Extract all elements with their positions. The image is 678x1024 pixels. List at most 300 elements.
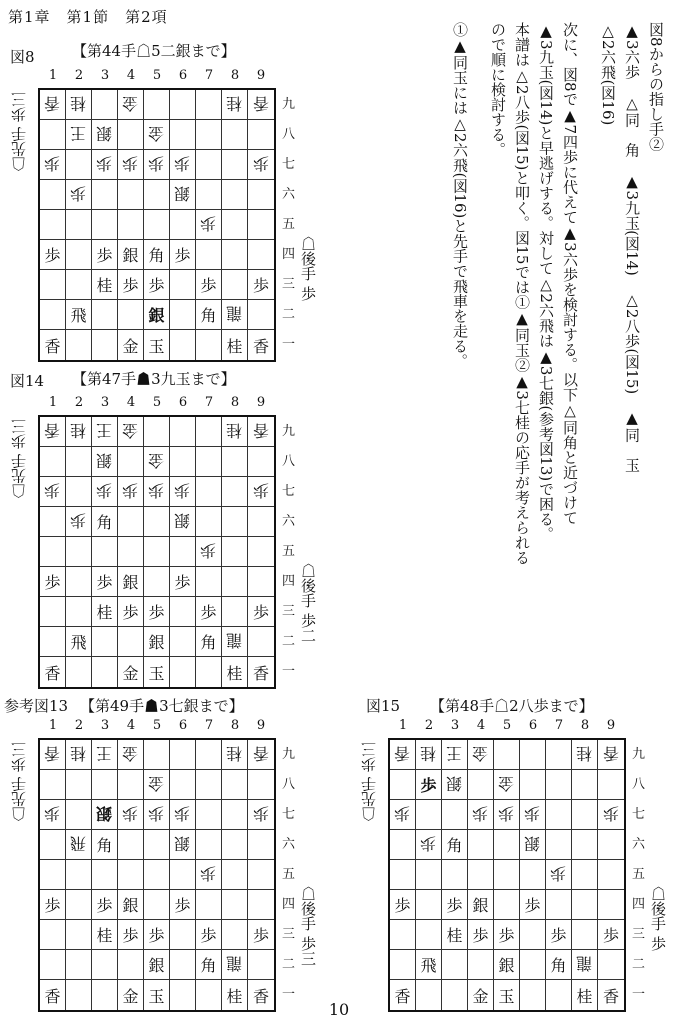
board-square bbox=[40, 950, 66, 980]
board-square bbox=[92, 150, 118, 180]
shogi-piece: 歩 bbox=[394, 804, 411, 823]
board-square bbox=[66, 770, 92, 800]
shogi-piece: 王 bbox=[70, 124, 87, 143]
row-number: 八 bbox=[282, 454, 296, 469]
board-square bbox=[170, 240, 196, 270]
shogi-piece: 香 bbox=[44, 421, 61, 440]
shogi-piece: 香 bbox=[252, 421, 269, 440]
shogi-piece: 龍 bbox=[226, 954, 243, 973]
board-square bbox=[118, 477, 144, 507]
board-square bbox=[118, 507, 144, 537]
board-square bbox=[222, 120, 248, 150]
board-square bbox=[222, 890, 248, 920]
shogi-piece: 銀 bbox=[148, 956, 165, 975]
board-square bbox=[118, 270, 144, 300]
column-number: 8 bbox=[230, 395, 240, 410]
column-number: 1 bbox=[48, 395, 58, 410]
row-number: 四 bbox=[282, 897, 296, 912]
board-square bbox=[40, 627, 66, 657]
board-square bbox=[118, 567, 144, 597]
board-square bbox=[92, 120, 118, 150]
board-square bbox=[196, 180, 222, 210]
row-numbers bbox=[282, 417, 295, 687]
board-square bbox=[248, 920, 274, 950]
board-square bbox=[248, 150, 274, 180]
diagram-label: 参考図13 bbox=[4, 697, 69, 715]
board-square bbox=[196, 800, 222, 830]
board-square bbox=[144, 210, 170, 240]
board-square bbox=[118, 627, 144, 657]
board-square bbox=[442, 980, 468, 1010]
board-square bbox=[222, 330, 248, 360]
shogi-piece: 香 bbox=[252, 336, 269, 356]
board-square bbox=[520, 860, 546, 890]
shogi-piece: 金 bbox=[148, 451, 165, 470]
column-number: 3 bbox=[100, 395, 110, 410]
board-square bbox=[248, 90, 274, 120]
shogi-piece: 歩 bbox=[602, 804, 619, 823]
board-square bbox=[92, 90, 118, 120]
board-square bbox=[170, 920, 196, 950]
shogi-piece: 金 bbox=[122, 744, 139, 763]
board-square bbox=[248, 507, 274, 537]
column-number: 4 bbox=[126, 395, 136, 410]
column-number: 1 bbox=[48, 68, 58, 83]
board-square bbox=[468, 860, 494, 890]
board-square bbox=[196, 477, 222, 507]
shogi-piece: 歩 bbox=[44, 896, 61, 915]
board-square bbox=[66, 120, 92, 150]
column-number: 9 bbox=[256, 395, 266, 410]
board-square bbox=[40, 597, 66, 627]
shogi-piece: 角 bbox=[200, 306, 217, 325]
column-number: 6 bbox=[178, 68, 188, 83]
board-square bbox=[66, 417, 92, 447]
board-square bbox=[546, 770, 572, 800]
shogi-piece: 銀 bbox=[96, 804, 113, 823]
shogi-piece: 歩 bbox=[420, 776, 437, 795]
diagram-title: 【第47手☗3九玉まで】 bbox=[72, 370, 236, 388]
shogi-piece: 歩 bbox=[524, 804, 541, 823]
shogi-piece: 龍 bbox=[576, 954, 593, 973]
board-square bbox=[144, 950, 170, 980]
board-square bbox=[416, 800, 442, 830]
board-square bbox=[118, 860, 144, 890]
diagram-label: 図15 bbox=[366, 697, 401, 715]
shogi-piece: 歩 bbox=[550, 864, 567, 883]
board-square bbox=[92, 980, 118, 1010]
board-square bbox=[144, 830, 170, 860]
board-square bbox=[66, 950, 92, 980]
board-square bbox=[222, 740, 248, 770]
board-square bbox=[118, 800, 144, 830]
board-square bbox=[92, 180, 118, 210]
board-square bbox=[222, 537, 248, 567]
board-square bbox=[66, 477, 92, 507]
shogi-piece: 歩 bbox=[70, 184, 87, 203]
shogi-piece: 歩 bbox=[44, 154, 61, 173]
board-square bbox=[40, 860, 66, 890]
column-numbers bbox=[40, 68, 274, 83]
board-square bbox=[222, 477, 248, 507]
board-square bbox=[170, 300, 196, 330]
shogi-piece: 香 bbox=[602, 986, 619, 1006]
board-square bbox=[144, 860, 170, 890]
board-square bbox=[416, 830, 442, 860]
column-number: 7 bbox=[204, 395, 214, 410]
board-square bbox=[248, 980, 274, 1010]
board-square bbox=[390, 740, 416, 770]
shogi-piece: 歩 bbox=[200, 214, 217, 233]
column-number: 6 bbox=[528, 718, 538, 733]
diagram-title: 【第44手☖5二銀まで】 bbox=[72, 42, 236, 60]
board-square bbox=[66, 447, 92, 477]
board-square bbox=[170, 180, 196, 210]
board-square bbox=[40, 417, 66, 447]
shogi-piece: 歩 bbox=[472, 804, 489, 823]
board-square bbox=[66, 210, 92, 240]
board-square bbox=[222, 657, 248, 687]
shogi-piece: 歩 bbox=[44, 573, 61, 592]
row-number: 三 bbox=[282, 927, 296, 942]
board-square bbox=[468, 950, 494, 980]
shogi-piece: 歩 bbox=[472, 926, 489, 945]
board-square bbox=[144, 330, 170, 360]
shogi-piece: 歩 bbox=[148, 804, 165, 823]
shogi-piece: 銀 bbox=[498, 956, 515, 975]
shogi-piece: 香 bbox=[252, 94, 269, 113]
board-square bbox=[520, 950, 546, 980]
board-square bbox=[92, 447, 118, 477]
shogi-piece: 王 bbox=[96, 421, 113, 440]
board-square bbox=[92, 657, 118, 687]
shogi-piece: 角 bbox=[148, 246, 165, 265]
board-square bbox=[40, 210, 66, 240]
board-square bbox=[248, 860, 274, 890]
board-square bbox=[92, 300, 118, 330]
gote-hand-pieces: ☖先手 歩三 bbox=[10, 419, 28, 499]
board-square bbox=[40, 567, 66, 597]
board-square bbox=[144, 770, 170, 800]
shogi-piece: 香 bbox=[44, 663, 61, 683]
shogi-piece: 歩 bbox=[200, 864, 217, 883]
board-square bbox=[196, 950, 222, 980]
commentary-text bbox=[448, 22, 668, 662]
shogi-piece: 角 bbox=[446, 836, 463, 855]
shogi-piece: 金 bbox=[148, 124, 165, 143]
board-square bbox=[222, 210, 248, 240]
board-square bbox=[196, 567, 222, 597]
shogi-piece: 桂 bbox=[70, 421, 87, 440]
board-square bbox=[144, 657, 170, 687]
board-square bbox=[494, 770, 520, 800]
board-square bbox=[40, 180, 66, 210]
column-number: 8 bbox=[580, 718, 590, 733]
board-square bbox=[572, 980, 598, 1010]
board-square bbox=[196, 597, 222, 627]
board-square bbox=[390, 920, 416, 950]
board-square bbox=[416, 980, 442, 1010]
row-numbers bbox=[632, 740, 645, 1010]
shogi-piece: 銀 bbox=[96, 451, 113, 470]
column-number: 9 bbox=[256, 68, 266, 83]
shogi-board bbox=[38, 415, 276, 689]
shogi-piece: 玉 bbox=[148, 986, 165, 1006]
board-square bbox=[494, 920, 520, 950]
column-number: 2 bbox=[74, 718, 84, 733]
board-square bbox=[520, 920, 546, 950]
board-square bbox=[118, 980, 144, 1010]
board-square bbox=[390, 950, 416, 980]
row-number: 九 bbox=[282, 424, 296, 439]
board-square bbox=[442, 860, 468, 890]
shogi-piece: 歩 bbox=[96, 154, 113, 173]
board-square bbox=[170, 270, 196, 300]
board-square bbox=[598, 890, 624, 920]
board-square bbox=[66, 830, 92, 860]
board-square bbox=[40, 657, 66, 687]
shogi-piece: 香 bbox=[44, 94, 61, 113]
shogi-piece: 香 bbox=[44, 336, 61, 356]
board-square bbox=[66, 800, 92, 830]
text-line: ▲3九玉(図14)と早逃げする。対して△2六飛は▲3七銀(参考図13)で困る。 bbox=[537, 22, 555, 542]
shogi-piece: 桂 bbox=[226, 744, 243, 763]
board-square bbox=[118, 597, 144, 627]
board-square bbox=[390, 890, 416, 920]
shogi-piece: 飛 bbox=[420, 956, 437, 975]
board-square bbox=[494, 980, 520, 1010]
row-number: 六 bbox=[282, 187, 296, 202]
row-number: 九 bbox=[282, 97, 296, 112]
column-number: 5 bbox=[502, 718, 512, 733]
board-square bbox=[196, 90, 222, 120]
board-square bbox=[572, 770, 598, 800]
shogi-piece: 金 bbox=[122, 986, 139, 1006]
board-square bbox=[66, 567, 92, 597]
board-square bbox=[222, 920, 248, 950]
board-square bbox=[572, 890, 598, 920]
board-square bbox=[520, 770, 546, 800]
board-square bbox=[92, 860, 118, 890]
row-number: 一 bbox=[282, 337, 296, 352]
board-square bbox=[144, 120, 170, 150]
board-square bbox=[92, 740, 118, 770]
board-square bbox=[118, 300, 144, 330]
board-square bbox=[92, 800, 118, 830]
shogi-piece: 歩 bbox=[96, 481, 113, 500]
text-line: 図8からの指し手② bbox=[647, 22, 665, 152]
shogi-piece: 角 bbox=[200, 633, 217, 652]
shogi-piece: 銀 bbox=[446, 774, 463, 793]
board-square bbox=[494, 950, 520, 980]
board-square bbox=[40, 537, 66, 567]
board-square bbox=[416, 950, 442, 980]
board-square bbox=[40, 240, 66, 270]
column-number: 8 bbox=[230, 68, 240, 83]
board-square bbox=[494, 800, 520, 830]
sente-hand-pieces: ☖後手 歩三 bbox=[299, 886, 317, 966]
board-square bbox=[442, 740, 468, 770]
shogi-piece: 歩 bbox=[252, 481, 269, 500]
board-square bbox=[442, 830, 468, 860]
board-square bbox=[248, 950, 274, 980]
shogi-piece: 金 bbox=[122, 663, 139, 683]
board-square bbox=[144, 180, 170, 210]
shogi-piece: 王 bbox=[446, 744, 463, 763]
row-number: 四 bbox=[282, 574, 296, 589]
board-square bbox=[170, 830, 196, 860]
shogi-piece: 香 bbox=[252, 744, 269, 763]
board-square bbox=[468, 770, 494, 800]
text-line: △2六飛(図16) bbox=[599, 22, 617, 126]
shogi-piece: 歩 bbox=[200, 603, 217, 622]
board-square bbox=[92, 507, 118, 537]
board-square bbox=[118, 417, 144, 447]
row-number: 七 bbox=[282, 484, 296, 499]
board-square bbox=[92, 597, 118, 627]
row-number: 九 bbox=[282, 747, 296, 762]
board-square bbox=[222, 770, 248, 800]
board-square bbox=[144, 920, 170, 950]
board-square bbox=[66, 330, 92, 360]
shogi-piece: 飛 bbox=[70, 633, 87, 652]
text-line: ①▲同玉には△2六飛(図16)と先手で飛車を走る。 bbox=[451, 22, 469, 369]
board-square bbox=[598, 950, 624, 980]
shogi-piece: 歩 bbox=[602, 926, 619, 945]
board-square bbox=[390, 860, 416, 890]
shogi-piece: 桂 bbox=[96, 603, 113, 622]
row-number: 八 bbox=[282, 127, 296, 142]
board-square bbox=[546, 920, 572, 950]
board-square bbox=[118, 240, 144, 270]
board-square bbox=[144, 627, 170, 657]
row-numbers bbox=[282, 90, 295, 360]
shogi-piece: 玉 bbox=[498, 986, 515, 1006]
diagram-title: 【第48手☖2八歩まで】 bbox=[430, 697, 594, 715]
page-number: 10 bbox=[328, 1000, 350, 1019]
board-square bbox=[494, 890, 520, 920]
board-square bbox=[170, 537, 196, 567]
shogi-piece: 歩 bbox=[148, 276, 165, 295]
row-number: 一 bbox=[632, 987, 646, 1002]
shogi-piece: 香 bbox=[252, 663, 269, 683]
board-square bbox=[196, 330, 222, 360]
board-square bbox=[144, 597, 170, 627]
board-square bbox=[222, 627, 248, 657]
board-square bbox=[390, 800, 416, 830]
board-square bbox=[572, 950, 598, 980]
shogi-piece: 金 bbox=[472, 744, 489, 763]
shogi-piece: 金 bbox=[498, 774, 515, 793]
shogi-piece: 歩 bbox=[252, 154, 269, 173]
row-number: 二 bbox=[282, 957, 296, 972]
board-square bbox=[598, 770, 624, 800]
shogi-piece: 歩 bbox=[122, 154, 139, 173]
shogi-board bbox=[38, 738, 276, 1012]
board-square bbox=[170, 800, 196, 830]
board-square bbox=[222, 800, 248, 830]
column-number: 4 bbox=[126, 718, 136, 733]
board-square bbox=[222, 597, 248, 627]
board-square bbox=[144, 447, 170, 477]
board-square bbox=[222, 270, 248, 300]
board-square bbox=[248, 210, 274, 240]
shogi-piece: 銀 bbox=[148, 633, 165, 652]
board-square bbox=[40, 980, 66, 1010]
board-square bbox=[222, 300, 248, 330]
board-square bbox=[248, 240, 274, 270]
board-square bbox=[248, 597, 274, 627]
shogi-piece: 桂 bbox=[226, 421, 243, 440]
board-square bbox=[118, 90, 144, 120]
board-square bbox=[248, 417, 274, 447]
board-square bbox=[40, 330, 66, 360]
board-square bbox=[118, 890, 144, 920]
board-square bbox=[494, 860, 520, 890]
board-square bbox=[170, 740, 196, 770]
shogi-piece: 銀 bbox=[96, 124, 113, 143]
column-number: 6 bbox=[178, 395, 188, 410]
shogi-piece: 歩 bbox=[498, 804, 515, 823]
board-square bbox=[598, 800, 624, 830]
board-square bbox=[92, 477, 118, 507]
board-square bbox=[248, 657, 274, 687]
row-number: 二 bbox=[632, 957, 646, 972]
board-square bbox=[196, 240, 222, 270]
shogi-piece: 金 bbox=[148, 774, 165, 793]
row-number: 四 bbox=[282, 247, 296, 262]
shogi-board bbox=[38, 88, 276, 362]
shogi-piece: 桂 bbox=[96, 926, 113, 945]
board-square bbox=[248, 830, 274, 860]
row-number: 四 bbox=[632, 897, 646, 912]
board-square bbox=[196, 920, 222, 950]
shogi-piece: 香 bbox=[394, 986, 411, 1006]
shogi-piece: 歩 bbox=[122, 603, 139, 622]
board-square bbox=[196, 860, 222, 890]
board-square bbox=[468, 740, 494, 770]
shogi-piece: 歩 bbox=[420, 834, 437, 853]
diagram-label: 図14 bbox=[10, 372, 45, 390]
row-number: 五 bbox=[282, 544, 296, 559]
board-square bbox=[196, 120, 222, 150]
chapter-header: 第1章 第1節 第2項 bbox=[8, 8, 168, 26]
shogi-piece: 歩 bbox=[200, 541, 217, 560]
board-square bbox=[66, 740, 92, 770]
board-square bbox=[66, 657, 92, 687]
column-number: 9 bbox=[606, 718, 616, 733]
shogi-piece: 飛 bbox=[70, 306, 87, 325]
board-square bbox=[196, 980, 222, 1010]
board-square bbox=[118, 447, 144, 477]
board-square bbox=[40, 477, 66, 507]
board-square bbox=[40, 300, 66, 330]
column-number: 3 bbox=[100, 68, 110, 83]
board-square bbox=[92, 210, 118, 240]
board-square bbox=[196, 537, 222, 567]
board-square bbox=[416, 740, 442, 770]
board-square bbox=[92, 417, 118, 447]
shogi-piece: 銀 bbox=[122, 573, 139, 592]
shogi-piece: 歩 bbox=[200, 926, 217, 945]
shogi-piece: 歩 bbox=[252, 926, 269, 945]
row-number: 七 bbox=[282, 807, 296, 822]
board-square bbox=[598, 830, 624, 860]
shogi-piece: 歩 bbox=[252, 804, 269, 823]
column-number: 1 bbox=[398, 718, 408, 733]
board-square bbox=[222, 980, 248, 1010]
diagram-label: 図8 bbox=[10, 48, 35, 66]
